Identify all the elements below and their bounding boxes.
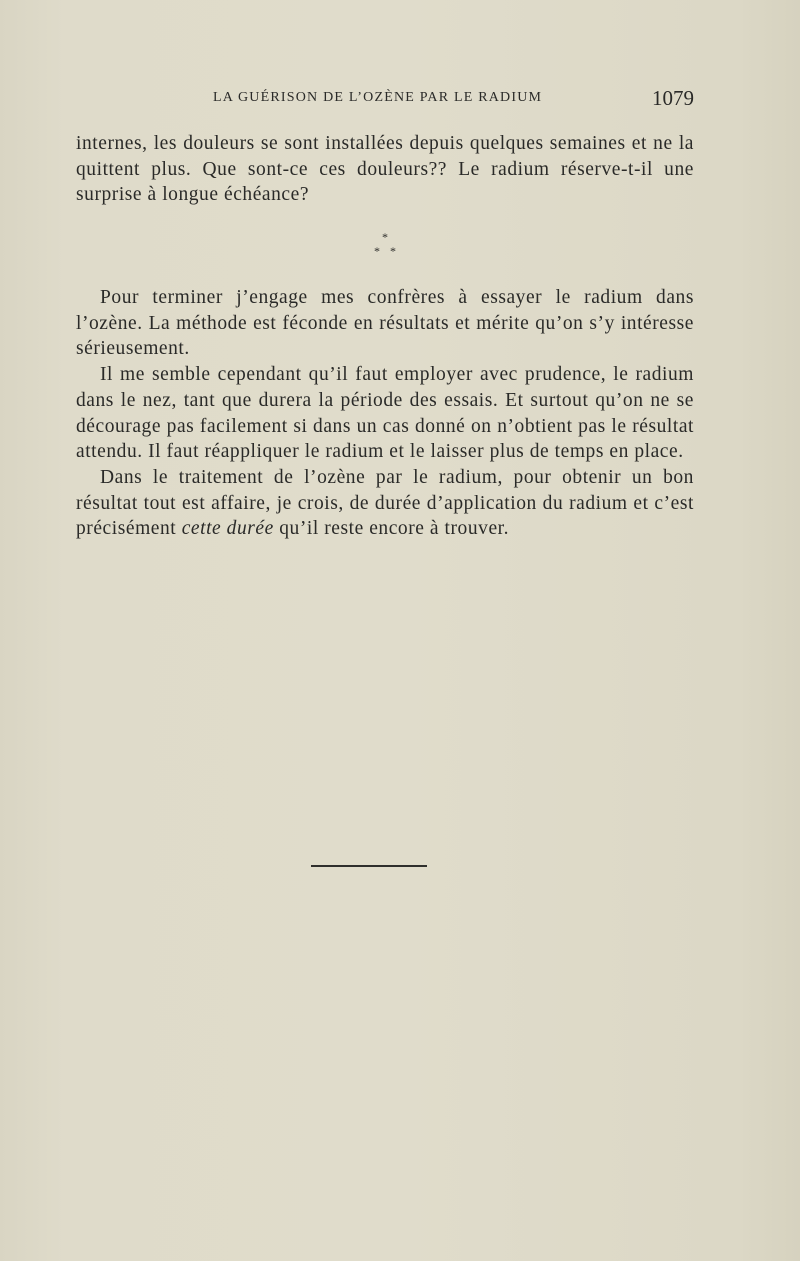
asterism-star-right: *: [390, 244, 396, 258]
end-rule: [311, 865, 427, 867]
running-header: [0, 86, 800, 116]
running-title: LA GUÉRISON DE L’OZÈNE PAR LE RADIUM: [213, 90, 543, 105]
page-number: 1079: [652, 86, 694, 110]
paragraph-4: [76, 465, 694, 542]
paragraph-4-italic: cette durée: [181, 518, 274, 540]
paragraph-4-text-start: Dans le traitement de l’ozène par le radium, pour obtenir un bon résultat tout est affaire, je crois, de durée d’application du radium et c’est précisément: [76, 466, 694, 540]
section-break-asterism: [360, 231, 410, 263]
asterism-star-top: *: [382, 230, 388, 244]
paragraph-2: Pour terminer j’engage mes confrères à essayer le radium dans l’ozène. La méthode est féconde en résultats et mérite qu’on s’y intéresse sérieusement.: [76, 287, 694, 360]
asterism-star-left: *: [374, 244, 380, 258]
continued-paragraph: [76, 131, 694, 208]
body-text: [76, 285, 694, 542]
paragraph-1: internes, les douleurs se sont installées depuis quelques semaines et ne la quittent plus. Que sont-ce ces douleurs?? Le radium réserve-t-il une surprise à longue échéance?: [76, 133, 694, 206]
paragraph-3: Il me semble cependant qu’il faut employer avec prudence, le radium dans le nez, tant que durera la période des essais. Et surtout qu’on ne se décourage pas facilement si dans un cas donné on n’obtient pas le résultat attendu. Il faut réappliquer le radium et le laisser plus de temps en place.: [76, 364, 694, 463]
paragraph-4-text-end: qu’il reste encore à trouver.: [273, 518, 510, 540]
